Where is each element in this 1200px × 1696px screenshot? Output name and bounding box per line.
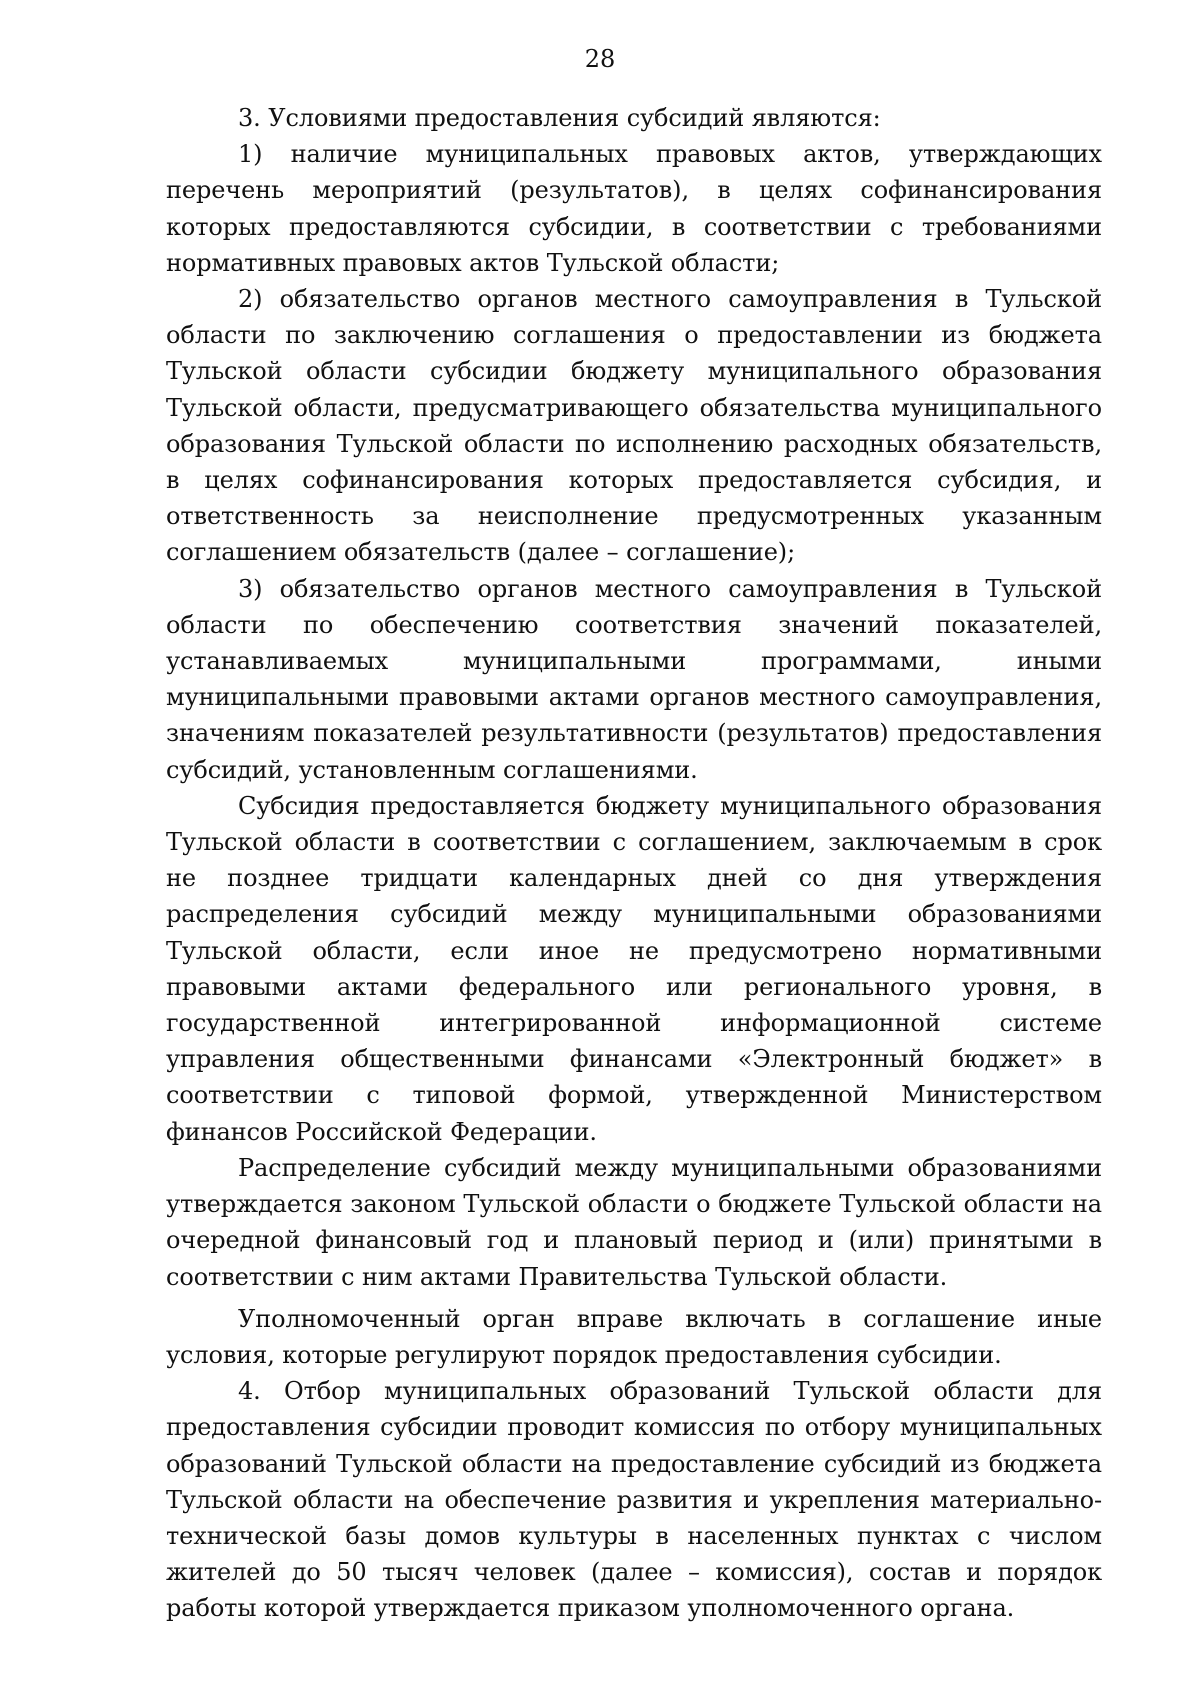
paragraph-subsidy-agreement: Субсидия предоставляется бюджету муниципального образования Тульской области в соответствии с соглашением, заключаемым в срок не позднее тридцати календарных дней со дня утверждения распределения субсидий между муниципальными образованиями Тульской области, если иное не предусмотрено нормативными правовыми актами федерального или регионального уровня, в государственной интегрированной информационной системе управления общественными финансами «Электронный бюджет» в соответствии с типовой формой, утвержденной Министерством финансов Российской Федерации. <box>166 791 1102 1146</box>
paragraph-condition-3: 3) обязательство органов местного самоуправления в Тульской области по обеспечению соответствия значений показателей, устанавливаемых муниципальными программами, иными муниципальными правовыми актами органов местного самоуправления, значениям показателей результативности (результатов) предоставления субсидий, установленным соглашениями. <box>166 574 1102 784</box>
paragraph-subsidy-distribution: Распределение субсидий между муниципальными образованиями утверждается законом Тульской области о бюджете Тульской области на очередной финансовый год и плановый период и (или) принятыми в соответствии с ним актами Правительства Тульской области. <box>166 1153 1102 1291</box>
paragraph-section-3-heading: 3. Условиями предоставления субсидий являются: <box>238 104 881 132</box>
paragraph-additional-conditions: Уполномоченный орган вправе включать в соглашение иные условия, которые регулируют порядок предоставления субсидии. <box>166 1304 1102 1369</box>
paragraph-condition-2: 2) обязательство органов местного самоуправления в Тульской области по заключению соглашения о предоставлении из бюджета Тульской области субсидии бюджету муниципального образования Тульской области, предусматривающего обязательства муниципального образования Тульской области по исполнению расходных обязательств, в целях софинансирования которых предоставляется субсидия, и ответственность за неисполнение предусмотренных указанным соглашением обязательств (далее – соглашение); <box>166 285 1102 567</box>
page-number: 28 <box>584 45 616 73</box>
document-body <box>166 100 1102 1627</box>
paragraph-section-4-selection: 4. Отбор муниципальных образований Тульской области для предоставления субсидии проводит комиссия по отбору муниципальных образований Тульской области на предоставление субсидий из бюджета Тульской области на обеспечение развития и укрепления материально-технической базы домов культуры в населенных пунктах с числом жителей до 50 тысяч человек (далее – комиссия), состав и порядок работы которой утверждается приказом уполномоченного органа. <box>166 1377 1102 1623</box>
paragraph-condition-1: 1) наличие муниципальных правовых актов, утверждающих перечень мероприятий (результатов), в целях софинансирования которых предоставляются субсидии, в соответствии с требованиями нормативных правовых актов Тульской области; <box>166 140 1102 277</box>
